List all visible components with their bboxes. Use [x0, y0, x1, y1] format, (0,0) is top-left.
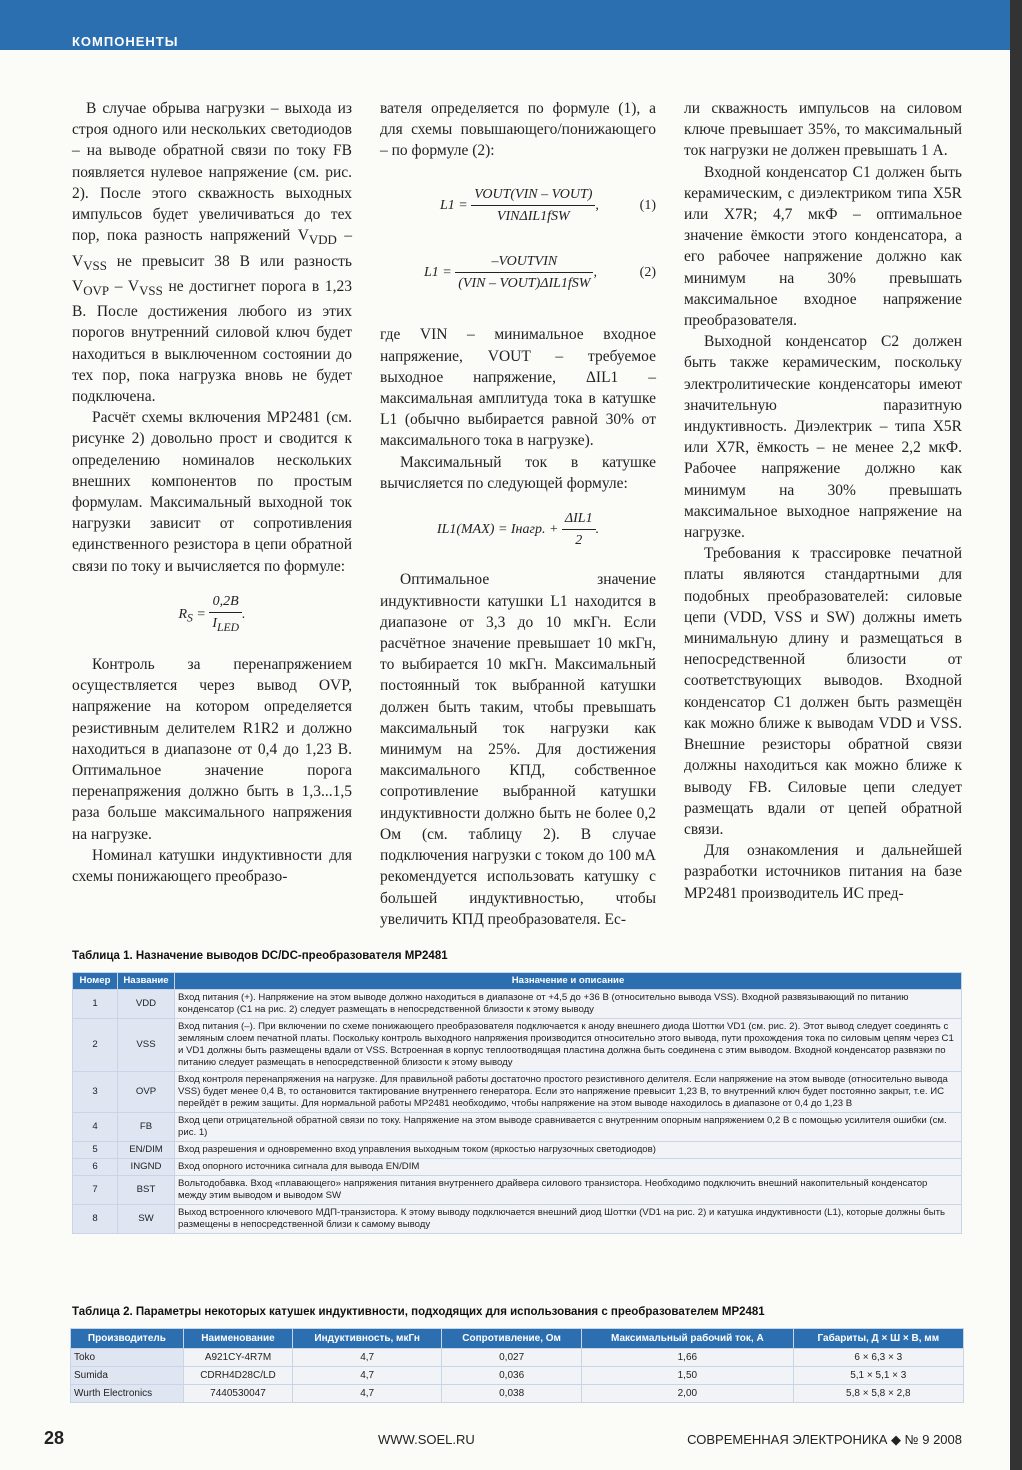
cell-number: 6 [73, 1159, 118, 1176]
cell-number: 4 [73, 1113, 118, 1142]
table-row [73, 1142, 962, 1159]
cell-number: 7 [73, 1176, 118, 1205]
cell-name: INGND [118, 1159, 175, 1176]
cell: 6 × 6,3 × 3 [793, 1349, 963, 1367]
cell: 4,7 [293, 1367, 442, 1385]
cell-description: Выход встроенного ключевого МДП-транзистора. К этому выводу подключается внешний диод Шоттки (VD1 на рис. 2) и катушка индуктивности (L1), которые должны быть размещены в непосредственной близи к самому выводу [175, 1205, 962, 1234]
page-edge [1010, 0, 1022, 1470]
table-row [73, 1205, 962, 1234]
paragraph: Требования к трассировке печатной платы являются стандартными для подобных преобразователей: силовые цепи (VDD, VSS и SW) должны иметь минимальную длину и размещаться в непосредственной близости от соответствующих выводов. Входной конденсатор C1 должен быть размещён как можно ближе к выводам VDD и VSS. Внешние резисторы обратной связи должны находиться как можно ближе к выводу FB. Силовые цепи следует размещать вдали от цепей обратной связи. [684, 545, 962, 838]
cell-number: 8 [73, 1205, 118, 1234]
column-3 [684, 98, 962, 904]
cell-description: Вход контроля перенапряжения на нагрузке. Для правильной работы достаточно простого резистивного делителя. Если напряжение на этом выводе (относительно вывода VSS) будет менее 0,4 В, то остановится тактирование внутреннего генератора. Если это напряжение превысит 1,23 В, то внутренний ключ будет постоянно закрыт, т.е. ИС перейдёт в режим защиты. Для нормальной работы MP2481 необходимо, чтобы напряжение на этом выводе находилось в диапазоне от 0,4 до 1,23 В [175, 1072, 962, 1113]
table-1 [72, 972, 962, 1234]
cell: Sumida [71, 1367, 184, 1385]
paragraph: Максимальный ток в катушке вычисляется по следующей формуле: [380, 453, 656, 492]
column-header: Индуктивность, мкГн [293, 1329, 442, 1349]
cell: 1,50 [582, 1367, 793, 1385]
footer-url[interactable]: WWW.SOEL.RU [378, 1432, 475, 1447]
cell: 1,66 [582, 1349, 793, 1367]
column-header: Номер [73, 973, 118, 990]
paragraph: Расчёт схемы включения MP2481 (см. рисунке 2) довольно прост и сводится к определению номиналов нескольких внешних компонентов по простым формулам. Максимальный выходной ток нагрузки зависит от сопротивления единственного резистора в цепи обратной связи по току и вычисляется по формуле: [72, 409, 352, 575]
cell-description: Вход питания (+). Напряжение на этом выводе должно находиться в диапазоне от +4,5 до +36 В (относительно вывода VSS). Входной развязывающий по питанию конденсатор (C1 на рис. 2) следует размещать в непосредственной близости к этому выводу [175, 990, 962, 1019]
cell-name: VSS [118, 1019, 175, 1072]
table-row [71, 1385, 964, 1403]
column-header: Производитель [71, 1329, 184, 1349]
paragraph: Контроль за перенапряжением осуществляется через вывод OVP, напряжение на котором определяется резистивным делителем R1R2 и должно находиться в диапазоне от 0,4 до 1,23 В. Оптимальное значение порога перенапряжения должно быть в 1,3...1,5 раза больше максимального напряжения на нагрузке. [72, 655, 352, 843]
table-row [73, 1113, 962, 1142]
formula-rs: $R_S$ = $\frac{0,2B}{I_{LED}}$ . [72, 591, 352, 638]
equation-3: IL1(MAX) = Iнагр. + $\frac{\text{ΔIL1}}{2}$ . [380, 508, 656, 551]
paragraph: Выходной конденсатор C2 должен быть также керамическим, поскольку электролитические конденсаторы имеют значительную паразитную индуктивность. Диэлектрик – типа X5R или X7R, ёмкость – не менее 2,2 мкФ. Рабочее напряжение должно как минимум на 30% превышать максимальное выходное напряжение на нагрузке. [684, 333, 962, 542]
header-bar [0, 0, 1010, 50]
cell-name: BST [118, 1176, 175, 1205]
cell: 5,8 × 5,8 × 2,8 [793, 1385, 963, 1403]
paragraph: Оптимальное значение индуктивности катушки L1 находится в диапазоне от 3,3 до 10 мкГн. Если расчётное значение превышает 10 мкГн, то выбирается 10 мкГн. Максимальный постоянный ток выбранной катушки должен быть таким, чтобы превышать максимальный ток нагрузки как минимум на 25%. Для достижения максимального КПД, собственное сопротивление выбранной катушки индуктивности должно быть не более 0,2 Ом (см. таблицу 2). В случае подключения нагрузки с током до 100 мА рекомендуется использовать катушку с большей индуктивностью, чтобы увеличить КПД преобразователя. Ес- [380, 571, 656, 928]
cell-name: SW [118, 1205, 175, 1234]
column-header: Наименование [183, 1329, 292, 1349]
cell: Wurth Electronics [71, 1385, 184, 1403]
equation-2: L1 = $\frac{\text{–VOUTVIN}}{\text{(VIN – VOUT)ΔIL1fSW}}$ , (2) [380, 251, 656, 294]
cell: 0,036 [442, 1367, 582, 1385]
column-header: Габариты, Д × Ш × В, мм [793, 1329, 963, 1349]
page-number: 28 [44, 1428, 65, 1448]
paragraph: вателя определяется по формуле (1), а для схемы повышающего/понижающего – по формуле (2): [380, 100, 656, 160]
cell-description: Вход разрешения и одновременно вход управления выходным током (яркостью нагрузочных светодиодов) [175, 1142, 962, 1159]
footer-magazine: СОВРЕМЕННАЯ ЭЛЕКТРОНИКА ◆ № 9 2008 [687, 1432, 962, 1447]
paragraph: Входной конденсатор C1 должен быть керамическим, с диэлектриком типа X5R или X7R; 4,7 мкФ – оптимальное значение ёмкости этого конденсатора, а его рабочее напряжение должно как минимум на 30% превышать максимальное входное напряжение преобразователя. [684, 163, 962, 330]
table-row [73, 990, 962, 1019]
paragraph: Номинал катушки индуктивности для схемы понижающего преобразо- [72, 846, 352, 885]
table-row [73, 1159, 962, 1176]
table-row [73, 1176, 962, 1205]
cell-description: Вход питания (–). При включении по схеме понижающего преобразователя подключается к аноду внешнего диода Шоттки VD1 (см. рис. 2). Этот вывод следует соединять с земляным слоем печатной платы. Поскольку контроль выходного напряжения производится относительно этого вывода, пути прохождения тока по силовым цепям через C1 и VD1 должны быть размещены вдали от VSS. Встроенная в корпус теплоотводящая пластина должна быть соединена с этим выводом. Входной конденсатор развязки по питанию следует размещать в непосредственной близости к этому выводу [175, 1019, 962, 1072]
cell: 4,7 [293, 1385, 442, 1403]
cell-number: 1 [73, 990, 118, 1019]
cell-number: 5 [73, 1142, 118, 1159]
column-header: Сопротивление, Ом [442, 1329, 582, 1349]
paragraph: Для ознакомления и дальнейшей разработки источников питания на базе MP2481 производитель ИС пред- [684, 842, 962, 902]
cell-description: Вход цепи отрицательной обратной связи по току. Напряжение на этом выводе сравнивается с внутренним опорным напряжением 0,2 В с помощью усилителя ошибки (см. рис. 1) [175, 1113, 962, 1142]
equation-1: L1 = $\frac{\text{VOUT(VIN – VOUT)}}{\text{VINΔIL1fSW}}$ , (1) [380, 184, 656, 227]
cell-name: VDD [118, 990, 175, 1019]
cell-name: OVP [118, 1072, 175, 1113]
cell: 5,1 × 5,1 × 3 [793, 1367, 963, 1385]
table-row [73, 1072, 962, 1113]
cell: 7440530047 [183, 1385, 292, 1403]
cell: 0,038 [442, 1385, 582, 1403]
column-header: Максимальный рабочий ток, А [582, 1329, 793, 1349]
cell: 4,7 [293, 1349, 442, 1367]
cell-number: 3 [73, 1072, 118, 1113]
cell: Toko [71, 1349, 184, 1367]
table-1-caption: Таблица 1. Назначение выводов DC/DC-преобразователя MP2481 [72, 950, 448, 962]
cell-description: Вольтодобавка. Вход «плавающего» напряжения питания внутреннего драйвера силового транзистора. Необходимо подключить внешний накопительный конденсатор между этим выводом и выводом SW [175, 1176, 962, 1205]
cell: A921CY-4R7M [183, 1349, 292, 1367]
paragraph: В случае обрыва нагрузки – выхода из строя одного или нескольких светодиодов – на выводе обратной связи по току FB появляется нулевое напряжение (см. рис. 2). После этого скважность выходных импульсов будет увеличиваться до тех пор, пока разность напряжений $V_{VDD} - V_{VSS}$ не превысит 38 В или разность $V_{OVP} - V_{VSS}$ не достигнет порога в 1,23 В. После достижения любого из этих порогов внутренний силовой ключ будет находиться в выключенном состоянии до тех пор, пока нагрузка вновь не будет подключена. [72, 100, 352, 405]
column-header: Назначение и описание [175, 973, 962, 990]
cell-number: 2 [73, 1019, 118, 1072]
column-1 [72, 98, 352, 887]
cell: 2,00 [582, 1385, 793, 1403]
table-2-caption: Таблица 2. Параметры некоторых катушек индуктивности, подходящих для использования с преобразователем MP2481 [72, 1306, 765, 1318]
cell: 0,027 [442, 1349, 582, 1367]
column-2 [380, 98, 656, 930]
table-2 [70, 1328, 964, 1403]
paragraph: ли скважность импульсов на силовом ключе превышает 35%, то максимальный ток нагрузки не должен превышать 1 А. [684, 100, 962, 160]
section-title: КОМПОНЕНТЫ [72, 34, 179, 49]
cell-name: EN/DIM [118, 1142, 175, 1159]
paragraph: где VIN – минимальное входное напряжение, VOUT – требуемое выходное напряжение, ΔIL1 – максимальная амплитуда тока в катушке L1 (обычно выбирается равной 30% от максимального тока в нагрузке). [380, 326, 656, 450]
table-row [71, 1367, 964, 1385]
cell: CDRH4D28C/LD [183, 1367, 292, 1385]
table-row [71, 1349, 964, 1367]
column-header: Название [118, 973, 175, 990]
cell-description: Вход опорного источника сигнала для вывода EN/DIM [175, 1159, 962, 1176]
table-row [73, 1019, 962, 1072]
cell-name: FB [118, 1113, 175, 1142]
